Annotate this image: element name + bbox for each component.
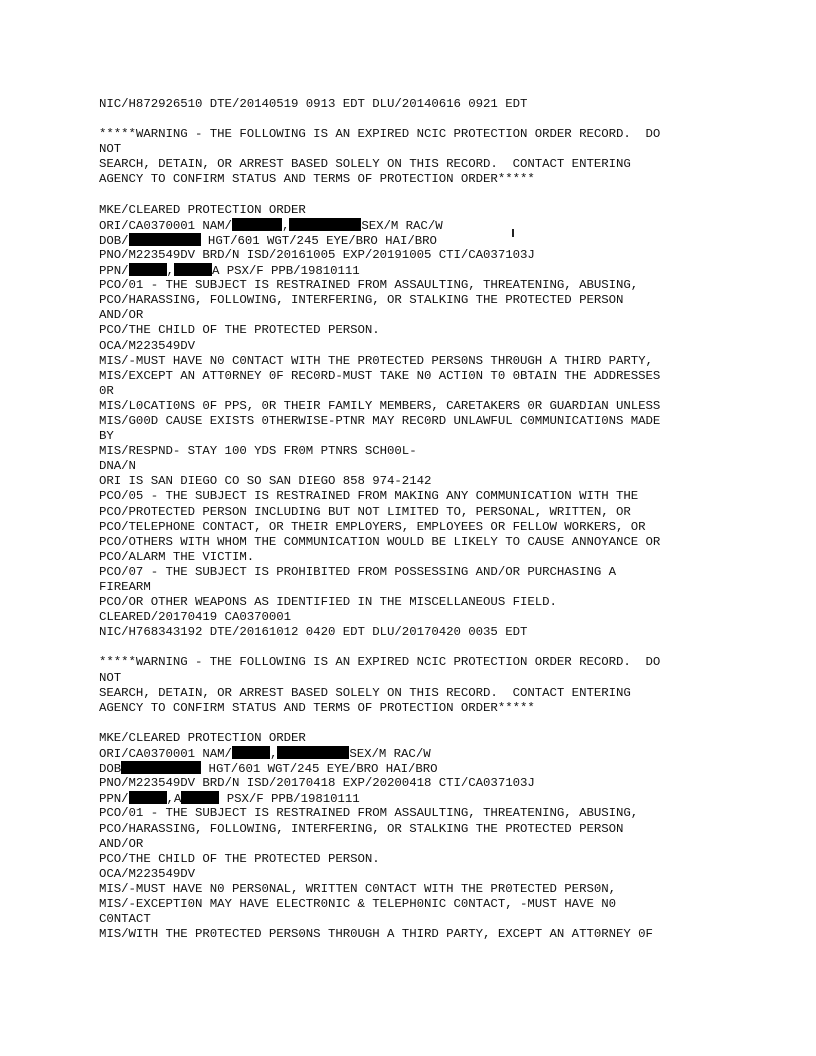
record-line: AND/OR xyxy=(99,308,144,323)
record-line: CLEARED/20170419 CA0370001 xyxy=(99,610,292,625)
ppn-line xyxy=(99,791,799,806)
warning-line: NOT xyxy=(99,670,122,685)
pno-line: PNO/M223549DV BRD/N ISD/20161005 EXP/20191005 CTI/CA037103J xyxy=(99,247,535,262)
spacer xyxy=(99,640,799,655)
warning-line: AGENCY TO CONFIRM STATUS AND TERMS OF PROTECTION ORDER***** xyxy=(99,172,535,187)
record-line: MIS/-EXCEPTI0N MAY HAVE ELECTR0NIC & TELEPH0NIC C0NTACT, -MUST HAVE N0 xyxy=(99,896,616,911)
record-line: PCO/07 - THE SUBJECT IS PROHIBITED FROM POSSESSING AND/OR PURCHASING A xyxy=(99,564,616,579)
record-line: DNA/N xyxy=(99,459,136,474)
record-line: C0NTACT xyxy=(99,912,151,927)
record-line: MIS/-MUST HAVE N0 C0NTACT WITH THE PR0TECTED PERS0NS THR0UGH A THIRD PARTY, xyxy=(99,353,653,368)
record-line: PCO/05 - THE SUBJECT IS RESTRAINED FROM MAKING ANY COMMUNICATION WITH THE xyxy=(99,489,639,504)
redaction-block xyxy=(129,263,167,276)
record-line: ORI IS SAN DIEGO CO SO SAN DIEGO 858 974-2142 xyxy=(99,474,432,489)
ori-line xyxy=(99,218,799,233)
record-line: PCO/PROTECTED PERSON INCLUDING BUT NOT LIMITED TO, PERSONAL, WRITTEN, OR xyxy=(99,504,631,519)
redaction-block xyxy=(232,746,270,759)
warning-line: SEARCH, DETAIN, OR ARREST BASED SOLELY ON THIS RECORD. CONTACT ENTERING xyxy=(99,685,631,700)
record-line: FIREARM xyxy=(99,580,151,594)
ori-suffix: SEX/M RAC/W xyxy=(349,747,431,762)
record-line: MIS/G00D CAUSE EXISTS 0THERWISE-PTNR MAY REC0RD UNLAWFUL C0MMUNICATI0NS MADE xyxy=(99,413,661,428)
warning-line: AGENCY TO CONFIRM STATUS AND TERMS OF PROTECTION ORDER***** xyxy=(99,700,535,715)
mke-line: MKE/CLEARED PROTECTION ORDER xyxy=(99,730,306,745)
mke-line: MKE/CLEARED PROTECTION ORDER xyxy=(99,202,306,217)
ori-prefix: ORI/CA0370001 NAM/ xyxy=(99,747,232,762)
record-line: MIS/L0CATI0NS 0F PPS, 0R THEIR FAMILY MEMBERS, CARETAKERS 0R GUARDIAN UNLESS xyxy=(99,398,661,413)
dob-prefix: DOB/ xyxy=(99,233,129,248)
record-line: PCO/OTHERS WITH WHOM THE COMMUNICATION WOULD BE LIKELY TO CAUSE ANNOYANCE OR xyxy=(99,534,661,549)
spacer xyxy=(99,112,799,127)
spacer xyxy=(99,188,799,203)
ppn-suffix: PSX/F PPB/19810111 xyxy=(219,792,360,807)
record-line: MIS/EXCEPT AN ATT0RNEY 0F REC0RD-MUST TAKE N0 ACTI0N T0 0BTAIN THE ADDRESSES xyxy=(99,368,661,383)
record-line: PCO/TELEPHONE CONTACT, OR THEIR EMPLOYERS, EMPLOYEES OR FELLOW WORKERS, OR xyxy=(99,519,646,534)
pno-line: PNO/M223549DV BRD/N ISD/20170418 EXP/20200418 CTI/CA037103J xyxy=(99,776,535,791)
record-line: MIS/WITH THE PR0TECTED PERS0NS THR0UGH A THIRD PARTY, EXCEPT AN ATT0RNEY 0F xyxy=(99,927,653,942)
redaction-block xyxy=(277,746,349,759)
record-line: OCA/M223549DV xyxy=(99,338,196,353)
spacer xyxy=(99,716,799,731)
ppn-line xyxy=(99,263,799,278)
ori-comma: , xyxy=(269,747,278,762)
record-line: PCO/01 - THE SUBJECT IS RESTRAINED FROM ASSAULTING, THREATENING, ABUSING, xyxy=(99,278,639,293)
warning-line: *****WARNING - THE FOLLOWING IS AN EXPIRED NCIC PROTECTION ORDER RECORD. DO xyxy=(99,655,661,670)
warning-line: NOT xyxy=(99,142,122,157)
record-line: PCO/THE CHILD OF THE PROTECTED PERSON. xyxy=(99,851,380,866)
record-line: BY xyxy=(99,429,114,444)
warning-line: SEARCH, DETAIN, OR ARREST BASED SOLELY ON THIS RECORD. CONTACT ENTERING xyxy=(99,157,631,172)
ppn-prefix: PPN/ xyxy=(99,792,129,807)
record-line: PCO/THE CHILD OF THE PROTECTED PERSON. xyxy=(99,323,380,338)
ppn-prefix: PPN/ xyxy=(99,264,129,279)
dob-line xyxy=(99,761,799,776)
record-line: PCO/ALARM THE VICTIM. xyxy=(99,549,255,564)
record-line: 0R xyxy=(99,383,114,398)
ppn-comma: ,A xyxy=(166,792,182,807)
record-header: NIC/H768343192 DTE/20161012 0420 EDT DLU/20170420 0035 EDT xyxy=(99,625,528,640)
ppn-comma: , xyxy=(166,264,174,279)
redaction-block xyxy=(121,761,201,774)
ori-line xyxy=(99,746,799,761)
redaction-block xyxy=(289,218,361,231)
document-body xyxy=(99,97,799,942)
redaction-block xyxy=(174,263,212,276)
record-line: PCO/01 - THE SUBJECT IS RESTRAINED FROM ASSAULTING, THREATENING, ABUSING, xyxy=(99,806,639,821)
record-line: PCO/HARASSING, FOLLOWING, INTERFERING, OR STALKING THE PROTECTED PERSON xyxy=(99,821,624,836)
record-line: MIS/RESPND- STAY 100 YDS FR0M PTNRS SCH00L- xyxy=(99,444,417,459)
redaction-block xyxy=(129,233,201,246)
dob-suffix: HGT/601 WGT/245 EYE/BRO HAI/BRO xyxy=(200,233,437,248)
redaction-block xyxy=(232,218,282,231)
text-cursor-icon xyxy=(512,229,514,237)
record-line: MIS/-MUST HAVE N0 PERS0NAL, WRITTEN C0NTACT WITH THE PR0TECTED PERS0N, xyxy=(99,881,616,896)
record-line: OCA/M223549DV xyxy=(99,866,196,881)
record-line: PCO/OR OTHER WEAPONS AS IDENTIFIED IN THE MISCELLANEOUS FIELD. xyxy=(99,595,557,610)
ori-comma: , xyxy=(281,218,290,233)
dob-suffix: HGT/601 WGT/245 EYE/BRO HAI/BRO xyxy=(201,762,438,777)
ori-prefix: ORI/CA0370001 NAM/ xyxy=(99,218,232,233)
redaction-block xyxy=(129,791,167,804)
record-header: NIC/H872926510 DTE/20140519 0913 EDT DLU/20140616 0921 EDT xyxy=(99,97,528,111)
warning-line: *****WARNING - THE FOLLOWING IS AN EXPIRED NCIC PROTECTION ORDER RECORD. DO xyxy=(99,127,661,142)
record-line: PCO/HARASSING, FOLLOWING, INTERFERING, OR STALKING THE PROTECTED PERSON xyxy=(99,293,624,308)
dob-prefix: DOB xyxy=(99,762,122,777)
ppn-suffix: A PSX/F PPB/19810111 xyxy=(211,264,360,279)
redaction-block xyxy=(181,791,219,804)
record-line: AND/OR xyxy=(99,836,144,851)
ori-suffix: SEX/M RAC/W xyxy=(361,218,443,233)
dob-line xyxy=(99,233,799,248)
